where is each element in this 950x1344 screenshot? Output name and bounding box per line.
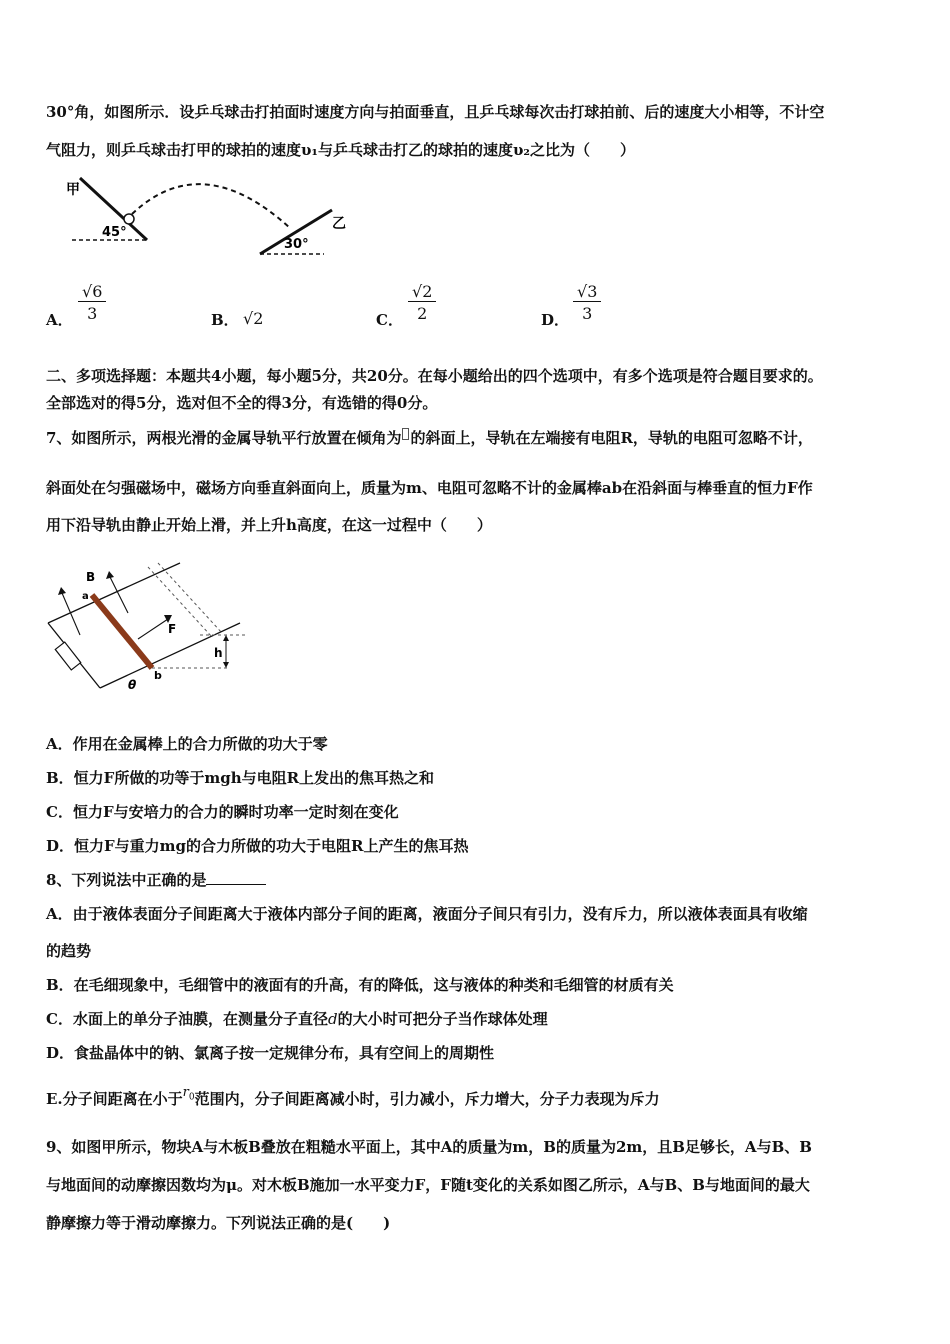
angle-45: 45°	[102, 225, 127, 240]
q8-option-d[interactable]: D．食盐晶体中的钠、氯离子按一定规律分布，具有空间上的周期性	[46, 1044, 495, 1062]
q6-line-2: 气阻力，则乒乓球击打甲的球拍的速度υ₁与乒乓球击打乙的球拍的速度υ₂之比为（ ）	[46, 141, 635, 159]
label-a: a	[82, 591, 89, 602]
section2-line-1: 二、多项选择题：本题共4小题，每小题5分，共20分。在每小题给出的四个选项中，有多个选项是符合题目要求的。	[46, 367, 823, 385]
label-yi: 乙	[332, 216, 346, 232]
resistor-r	[55, 642, 80, 670]
label-h: h	[214, 646, 223, 660]
q6-c-denominator: 2	[417, 304, 428, 323]
q9-line-3: 静摩擦力等于滑动摩擦力。下列说法正确的是( )	[46, 1214, 391, 1232]
q6-d-numerator: √3	[573, 282, 601, 302]
section2-line-2: 全部选对的得5分，选对但不全的得3分，有选错的得0分。	[46, 394, 438, 412]
q8-option-e[interactable]: E.分子间距离在小于$r_0$范围内，分子间距离减小时，引力减小，斥力增大，分子力表现为斥力	[46, 1085, 660, 1108]
label-theta: θ	[128, 678, 137, 692]
q7-line-2: 斜面处在匀强磁场中，磁场方向垂直斜面向上，质量为m、电阻可忽略不计的金属棒ab在沿斜面与棒垂直的恒力F作	[46, 479, 813, 497]
q6-paddle-figure	[62, 168, 352, 260]
metal-rod-ab	[92, 595, 152, 668]
label-b-end: b	[154, 669, 162, 682]
q6-c-numerator: √2	[408, 282, 436, 302]
theta-placeholder-box	[402, 428, 409, 440]
q8-option-a-line-1[interactable]: A．由于液体表面分子间距离大于液体内部分子间的距离，液面分子间只有引力，没有斥力，所以液体表面具有收缩	[46, 905, 808, 923]
answer-blank[interactable]	[206, 870, 266, 885]
q7-line-3: 用下沿导轨由静止开始上滑，并上升h高度，在这一过程中（ ）	[46, 516, 492, 534]
q7-option-d[interactable]: D．恒力F与重力mg的合力所做的功大于电阻R上产生的焦耳热	[46, 837, 469, 855]
field-arrow-1	[62, 593, 80, 635]
q9-line-1: 9、如图甲所示，物块A与木板B叠放在粗糙水平面上，其中A的质量为m，B的质量为2m，且B足够长，A与B、B	[46, 1138, 812, 1156]
q8-option-c[interactable]: C．水面上的单分子油膜，在测量分子直径d的大小时可把分子当作球体处理	[46, 1010, 548, 1028]
q8-stem: 8、下列说法中正确的是	[46, 870, 266, 890]
angle-30: 30°	[284, 237, 309, 252]
field-arrow-2	[110, 577, 128, 613]
q6-line-1: 30°角，如图所示．设乒乓球击打拍面时速度方向与拍面垂直，且乒乓球每次击打球拍前、后的速度大小相等，不计空	[46, 103, 825, 121]
q8-option-a-line-2: 的趋势	[46, 942, 92, 960]
q6-options: A． $\frac{√6}{3}$ B． √2 C． $\frac{√2}{2}$ D． $\frac{√3}{3}$	[46, 282, 646, 342]
q7-option-a[interactable]: A．作用在金属棒上的合力所做的功大于零	[46, 735, 328, 753]
q7-option-b[interactable]: B．恒力F所做的功等于mgh与电阻R上发出的焦耳热之和	[46, 769, 435, 787]
q6-b-value: √2	[243, 309, 264, 328]
r0-symbol: $r_0$	[182, 1085, 195, 1103]
label-b-top: B	[86, 570, 96, 584]
q7-option-c[interactable]: C．恒力F与安培力的合力的瞬时功率一定时刻在变化	[46, 803, 399, 821]
ball-trajectory	[132, 184, 290, 228]
q6-a-numerator: √6	[78, 282, 106, 302]
q7-line-1: 7、如图所示，两根光滑的金属导轨平行放置在倾角为 的斜面上，导轨在左端接有电阻R，导轨的电阻可忽略不计，	[46, 429, 813, 447]
q6-d-denominator: 3	[582, 304, 593, 323]
rail-top	[48, 563, 180, 623]
label-jia: 甲	[66, 182, 80, 198]
q8-option-b[interactable]: B．在毛细现象中，毛细管中的液面有的升高，有的降低，这与液体的种类和毛细管的材质有关	[46, 976, 674, 994]
q9-line-2: 与地面间的动摩擦因数均为μ。对木板B施加一水平变力F，F随t变化的关系如图乙所示，A与B、B与地面间的最大	[46, 1176, 810, 1194]
q7-rail-figure	[40, 555, 260, 700]
q6-a-denominator: 3	[87, 304, 98, 323]
force-arrow-f	[138, 619, 168, 639]
label-f: F	[168, 622, 177, 636]
ping-pong-ball	[124, 214, 134, 224]
